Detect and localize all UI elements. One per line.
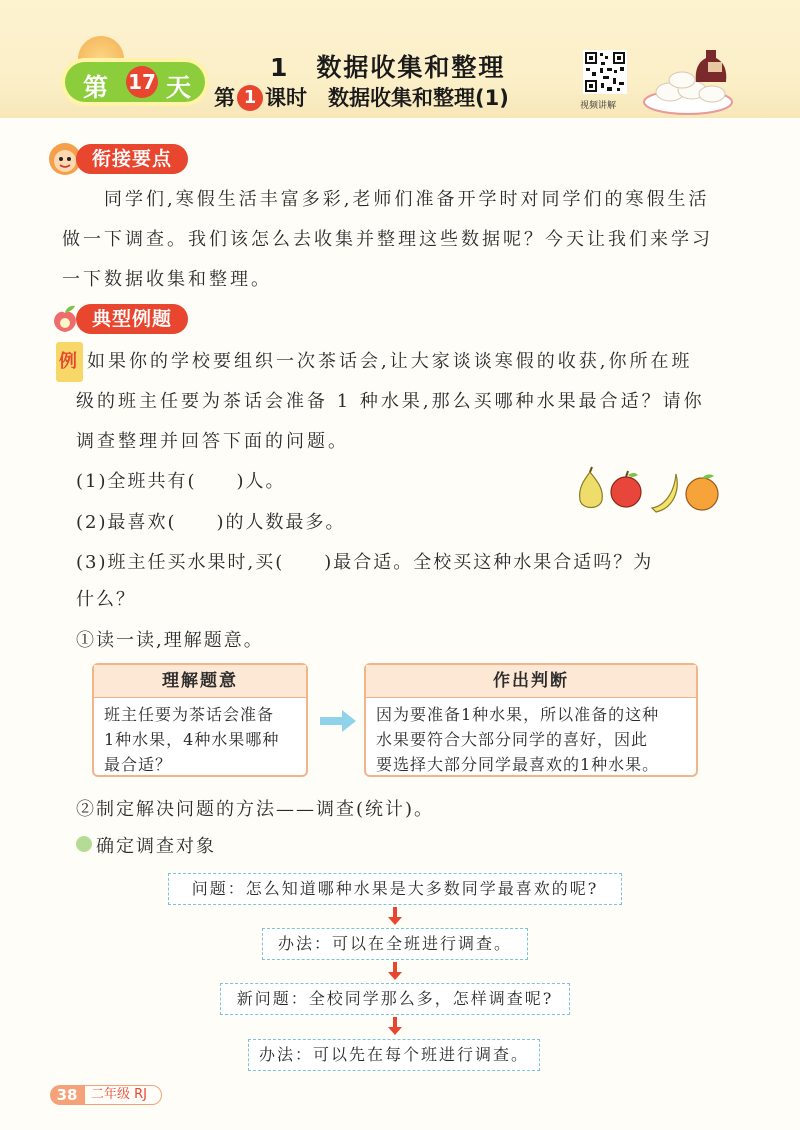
example-label: 例 — [56, 342, 83, 382]
apple-icon — [611, 471, 641, 507]
day-suffix: 天 — [166, 73, 192, 102]
banana-icon — [652, 474, 677, 512]
judgement-box — [364, 663, 698, 777]
lesson-title — [214, 82, 509, 112]
subhead: 确定调查对象 — [96, 836, 216, 857]
box-line: 要选择大部分同学最喜欢的1种水果。 — [376, 755, 660, 774]
intro-line: 同学们,寒假生活丰富多彩,老师们准备开学时对同学们的寒假生活 — [62, 189, 710, 210]
arrow-down-icon — [388, 1017, 402, 1035]
box-line: 最合适？ — [104, 755, 173, 774]
grade-label: 二年级 RJ — [84, 1085, 162, 1105]
box-title: 作出判断 — [366, 665, 696, 698]
question-2: (2)最喜欢( )的人数最多。 — [76, 512, 346, 533]
section-title: 衔接要点 — [76, 144, 188, 174]
box-body — [94, 698, 306, 781]
step-2: ②制定解决问题的方法——调查(统计)。 — [76, 799, 435, 820]
page-header — [0, 0, 800, 118]
section-head-example — [48, 304, 228, 334]
intro-line: 一下数据收集和整理。 — [62, 269, 272, 290]
box-line: 水果要符合大部分同学的喜好，因此 — [376, 730, 649, 749]
example-line: 如果你的学校要组织一次茶话会,让大家谈谈寒假的收获,你所在班 — [87, 351, 693, 372]
section-head-connection — [48, 144, 228, 174]
arrow-right-icon — [320, 710, 356, 732]
fruits-illustration — [574, 466, 724, 514]
question-3-line-2: 什么？ — [76, 589, 136, 610]
flow-step: 办法：可以在全班进行调查。 — [262, 928, 528, 960]
lesson-prefix: 第 — [214, 86, 235, 110]
box-line: 班主任要为茶话会准备 — [104, 705, 275, 724]
example-line: 级的班主任要为茶话会准备 1 种水果,那么买哪种水果最合适？请你 — [76, 391, 705, 412]
box-title: 理解题意 — [94, 665, 306, 698]
understand-box — [92, 663, 308, 777]
bullet-dot — [76, 836, 92, 852]
day-badge — [65, 62, 205, 102]
question-1: (1)全班共有( )人。 — [76, 471, 286, 492]
section-title: 典型例题 — [76, 304, 188, 334]
dumplings-icon — [640, 40, 740, 120]
orange-icon — [686, 474, 718, 510]
step-1: ①读一读,理解题意。 — [76, 630, 264, 651]
day-prefix: 第 — [83, 73, 109, 102]
box-line: 1种水果，4种水果哪种 — [104, 730, 280, 749]
flow-step: 新问题：全校同学那么多，怎样调查呢? — [220, 983, 570, 1015]
intro-line: 做一下调查。我们该怎么去收集并整理这些数据呢？今天让我们来学习 — [62, 229, 713, 250]
day-number: 17 — [126, 66, 158, 98]
pear-icon — [580, 467, 603, 508]
arrow-down-icon — [388, 962, 402, 980]
question-3-line-1: (3)班主任买水果时,买( )最合适。全校买这种水果合适吗？为 — [76, 552, 654, 573]
qr-label: 视频讲解 — [580, 101, 617, 111]
box-line: 因为要准备1种水果，所以准备的这种 — [376, 705, 660, 724]
unit-title: 1 数据收集和整理 — [270, 53, 506, 82]
lesson-suffix: 课时 数据收集和整理(1) — [265, 86, 509, 110]
example-paragraph — [56, 342, 756, 462]
intro-paragraph — [62, 180, 752, 300]
page-number: 38 — [50, 1085, 84, 1105]
flow-step: 办法：可以先在每个班进行调查。 — [248, 1039, 540, 1071]
box-body — [366, 698, 696, 781]
arrow-down-icon — [388, 907, 402, 925]
qr-code-icon[interactable] — [583, 50, 627, 94]
flow-step: 问题：怎么知道哪种水果是大多数同学最喜欢的呢? — [168, 873, 622, 905]
lesson-number: 1 — [237, 85, 263, 111]
example-line: 调查整理并回答下面的问题。 — [76, 431, 349, 452]
